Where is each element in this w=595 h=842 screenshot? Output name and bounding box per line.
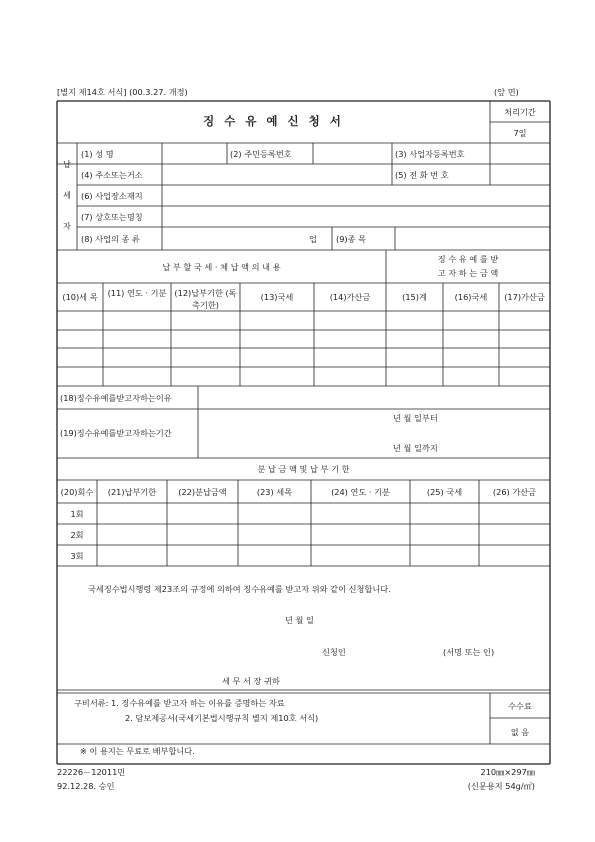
form-code: 22226－12011민 (57, 767, 126, 777)
applicant-label: 신청인 (322, 647, 346, 657)
business-location-label: (6) 사업장소재지 (81, 191, 143, 201)
form-number: [별지 제14호 서식] (00.3.27. 개정) (57, 87, 188, 97)
name-label: (1) 성 명 (81, 149, 114, 159)
col-national-tax: (13)국세 (260, 292, 294, 302)
business-number-label: (3) 사업자등록번호 (395, 149, 465, 159)
taxpayer-group-label-1: 납 (63, 159, 71, 169)
inst-col-amount: (22)분납금액 (178, 487, 227, 497)
signature-label: (서명 또는 인) (443, 647, 495, 657)
col-deferral-additional-charge: (17)가산금 (504, 292, 545, 302)
front-side-label: (앞 면) (494, 87, 519, 97)
declaration-date: 년 월 일 (285, 615, 314, 625)
reason-label: (18)징수유예를받고자하는이유 (60, 393, 172, 403)
tax-content-header: 납 부 할 국 세 · 체 납 액 의 내 용 (162, 262, 281, 272)
processing-period-value: 7일 (513, 128, 527, 138)
approval-date: 92.12.28. 승인 (57, 781, 115, 791)
inst-row-3: 3회 (70, 551, 84, 561)
inst-col-additional-charge: (26) 가산금 (492, 487, 537, 497)
inst-col-count: (20)회수 (60, 487, 94, 497)
declaration-text: 국세징수법시행령 제23조의 규정에 의하여 징수유예를 받고자 위와 같이 신청합니다. (88, 584, 391, 594)
deferral-amount-header-1: 징 수 유 예 를 받 (437, 254, 499, 264)
paper-type: (신문용지 54g/㎡) (467, 781, 535, 791)
taxpayer-group-label-3: 자 (63, 221, 71, 231)
fee-label: 수수료 (508, 701, 532, 711)
deferral-amount-header-2: 고 자 하 는 금 액 (437, 268, 499, 278)
processing-period-label: 처리기간 (504, 107, 536, 117)
period-label: (19)징수유예를받고자하는기간 (60, 428, 172, 438)
free-distribution-note: ※ 이 용지는 무료로 배부합니다. (80, 746, 195, 756)
inst-row-1: 1회 (70, 509, 84, 519)
paper-size: 210㎜×297㎜ (480, 767, 535, 777)
col-due-date: (12)납부기한 (독촉기한) (174, 288, 237, 311)
attachments-item-1: 구비서류: 1. 징수유예를 받고자 하는 이유를 증명하는 자료 (74, 698, 285, 708)
tax-office-addressee: 세 무 서 장 귀하 (222, 676, 280, 686)
business-type-label: (8) 사업의 종 류 (81, 234, 140, 244)
col-year-period: (11) 연도 · 기분 (107, 288, 167, 298)
inst-col-year-period: (24) 연도 · 기분 (331, 487, 390, 497)
period-from: 년 월 일부터 (393, 413, 438, 423)
col-deferral-national-tax: (16)국세 (454, 292, 488, 302)
address-label: (4) 주소또는거소 (81, 170, 143, 180)
business-type-suffix: 업 (309, 234, 317, 244)
phone-label: (5) 전 화 번 호 (395, 170, 449, 180)
inst-col-national-tax: (25) 국세 (426, 487, 463, 497)
col-total: (15)계 (402, 292, 427, 302)
taxpayer-group-label-2: 세 (63, 190, 71, 200)
inst-row-2: 2회 (70, 530, 84, 540)
attachments-item-2: 2. 담보제공서(국세기본법시행규칙 별지 제10호 서식) (125, 713, 319, 723)
col-tax-item: (10)세 목 (62, 292, 98, 302)
trade-name-label: (7) 상호또는명칭 (81, 212, 143, 222)
period-to: 년 월 일까지 (393, 443, 438, 453)
inst-col-tax-item: (23) 세목 (256, 487, 293, 497)
resident-number-label: (2) 주민등록번호 (230, 149, 292, 159)
col-additional-charge: (14)가산금 (329, 292, 371, 302)
installment-header: 분 납 금 액 및 납 부 기 한 (257, 464, 350, 474)
inst-col-due-date: (21)납부기한 (107, 487, 157, 497)
item-label: (9)종 목 (336, 234, 367, 244)
form-title: 징 수 유 예 신 청 서 (203, 114, 344, 128)
fee-value: 없 음 (510, 727, 530, 737)
